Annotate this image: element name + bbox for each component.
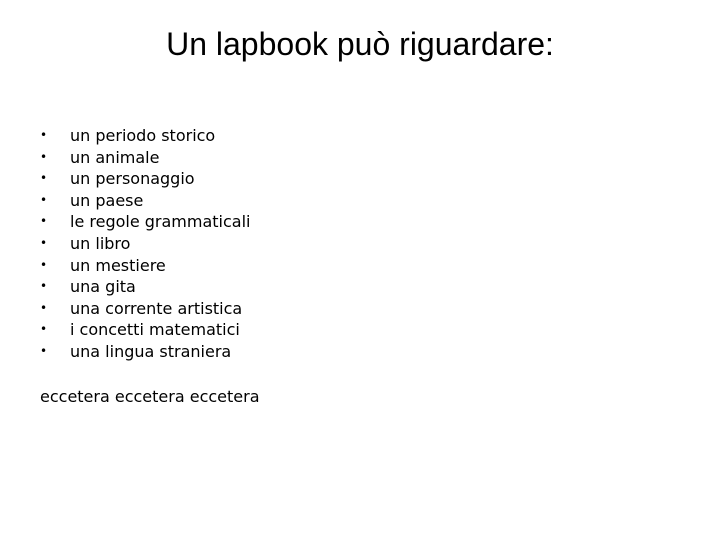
bullet-icon: • [40,322,48,337]
list-item [40,255,251,277]
list-item [40,276,251,298]
list-item [40,298,251,320]
list-item [40,190,251,212]
list-item-label: un mestiere [70,255,166,275]
list-item-label: le regole grammaticali [70,212,251,232]
list-item-label: una lingua straniera [70,341,232,361]
bullet-icon: • [40,235,48,250]
slide-title: Un lapbook può riguardare: [166,26,554,62]
list-item-label: una corrente artistica [70,298,243,318]
list-item-label: un periodo storico [70,126,216,145]
bullet-icon: • [40,279,48,294]
footer-text: eccetera eccetera eccetera [40,387,260,406]
bullet-icon: • [40,300,48,315]
bullet-icon: • [40,192,48,207]
topic-list [40,125,251,363]
list-item-label: una gita [70,277,136,297]
list-item-label: un libro [70,233,131,253]
list-item [40,147,251,169]
list-item [40,319,251,341]
list-item-label: un animale [70,147,160,167]
list-item [40,168,251,190]
list-item-label: un paese [70,190,144,210]
bullet-icon: • [40,343,48,358]
list-item-label: i concetti matematici [70,320,240,340]
bullet-icon: • [40,128,48,142]
bullet-icon: • [40,214,48,229]
list-item [40,125,251,147]
list-item-label: un personaggio [70,169,195,189]
list-item [40,233,251,255]
bullet-icon: • [40,149,48,164]
list-item [40,341,251,363]
bullet-icon: • [40,257,48,272]
bullet-icon: • [40,171,48,186]
list-item [40,211,251,233]
